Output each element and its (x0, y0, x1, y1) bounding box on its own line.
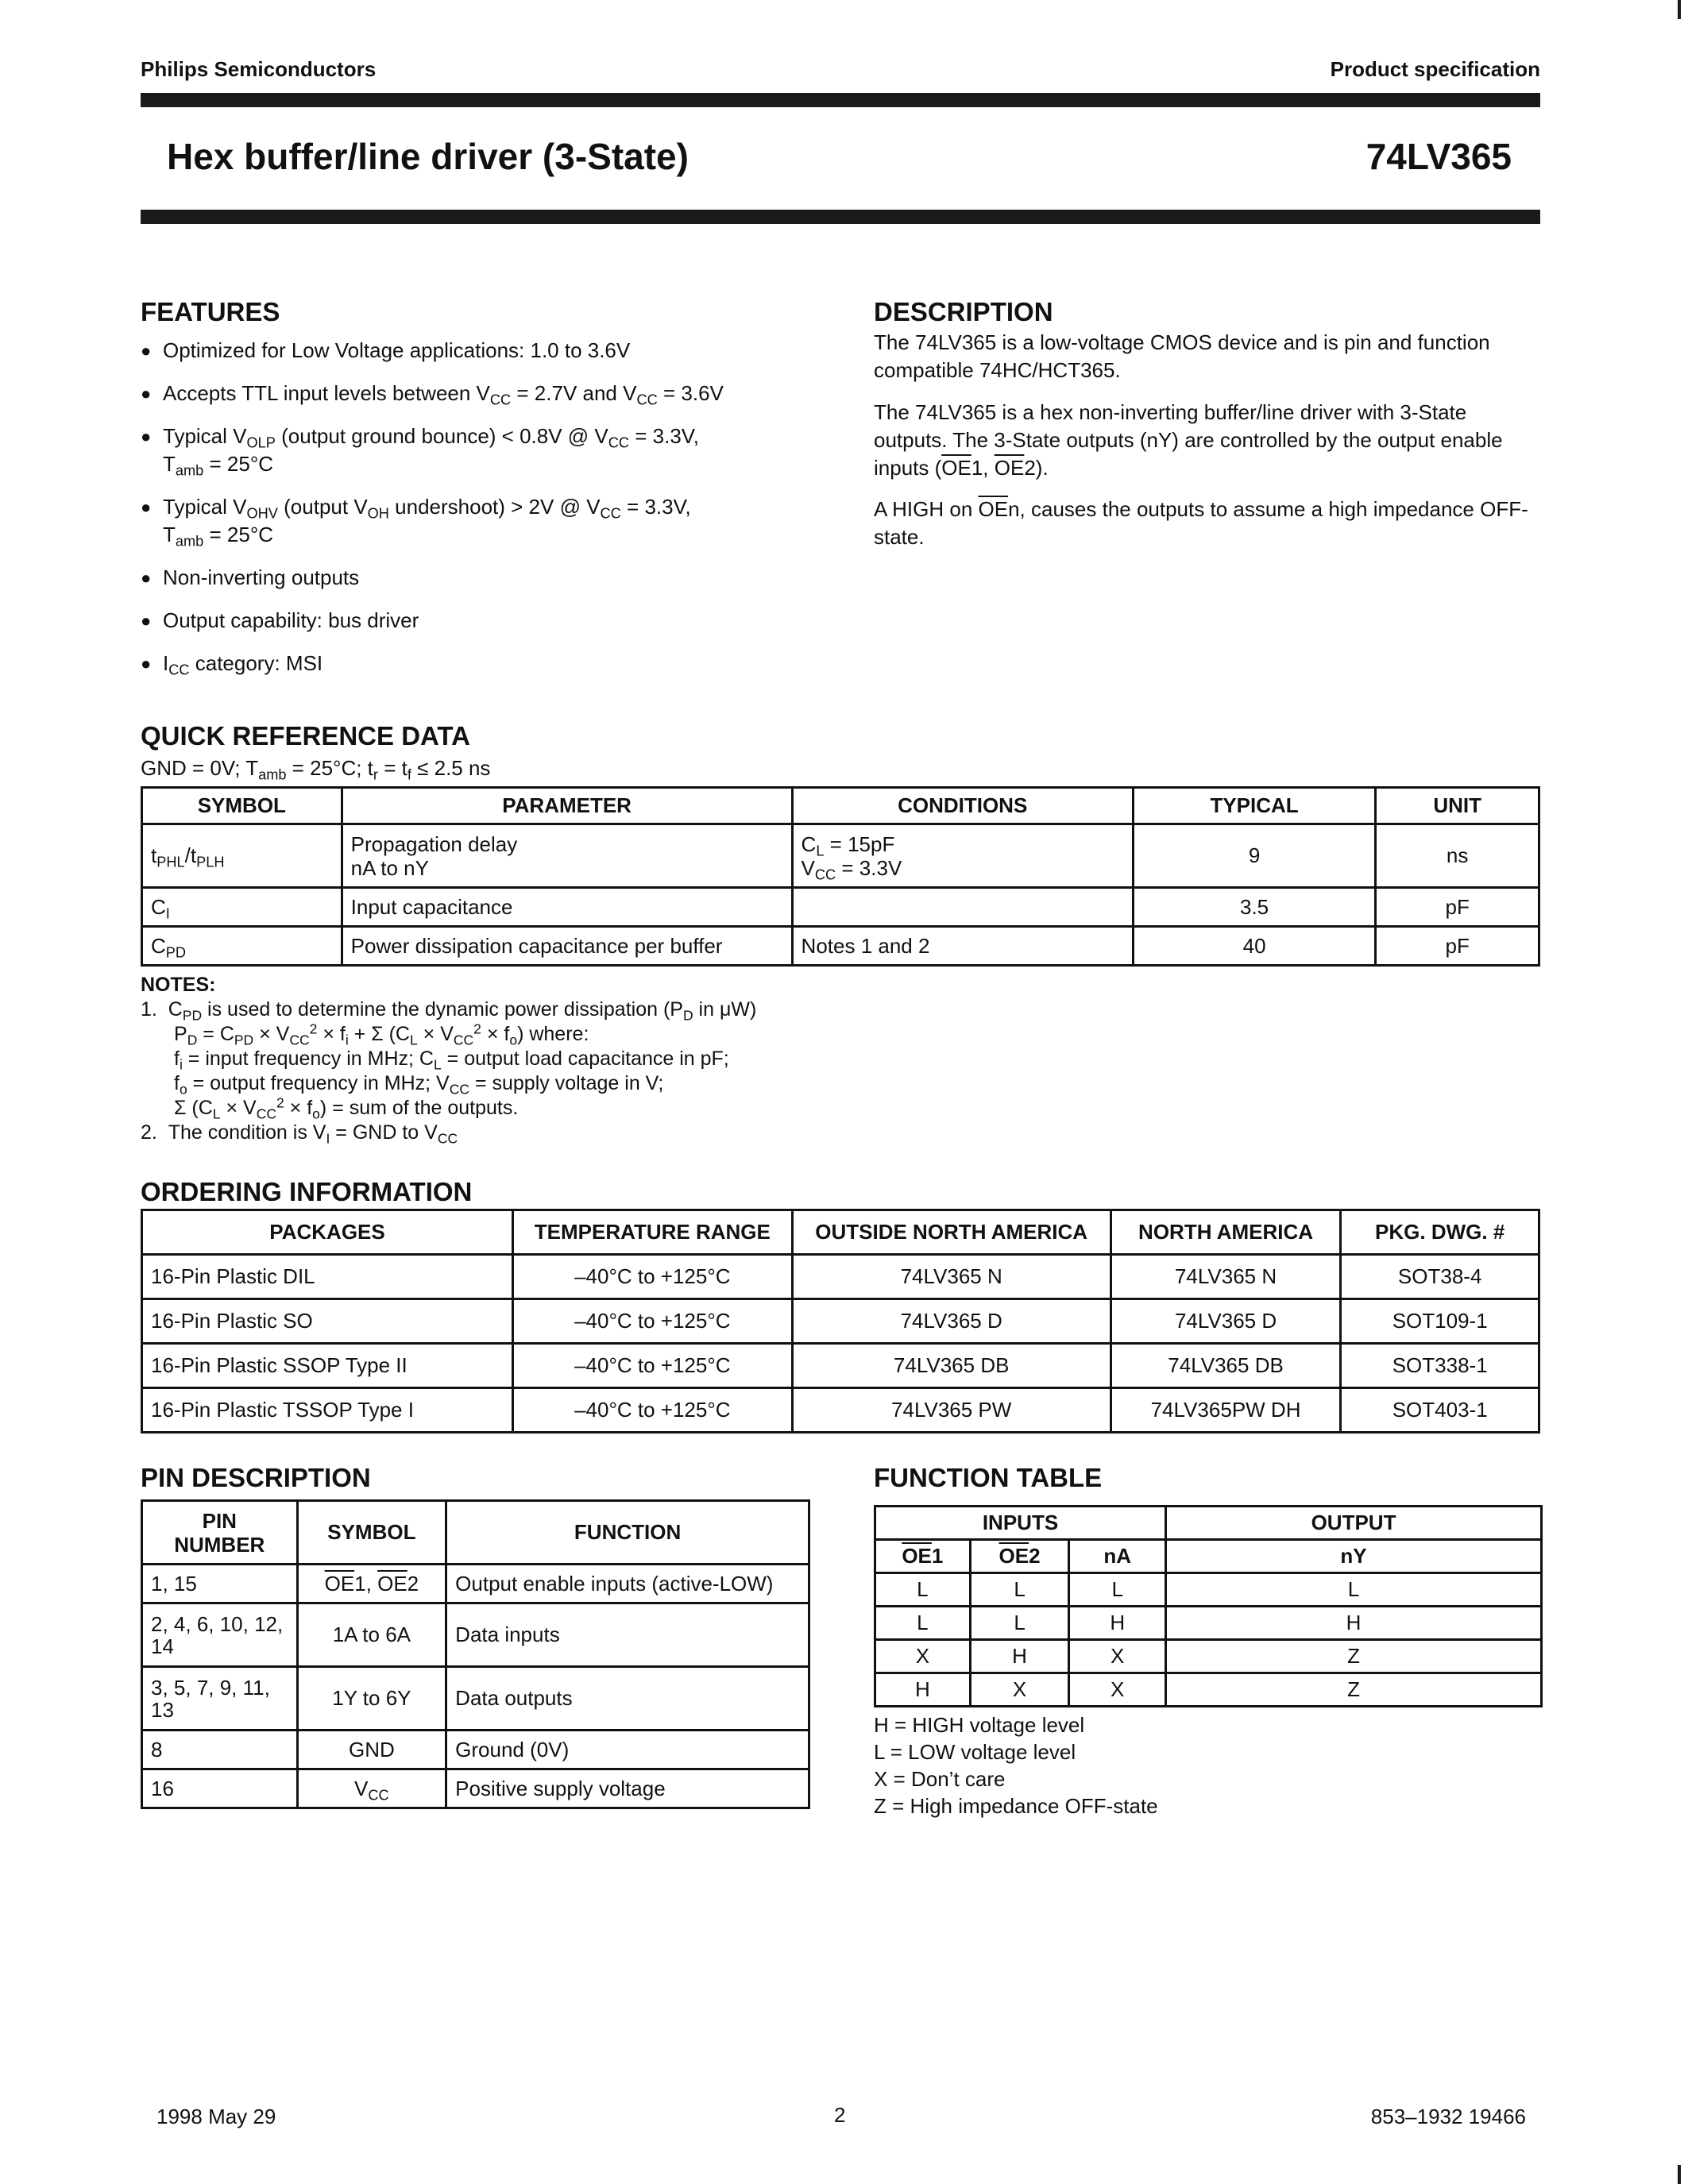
feature-item: ● Output capability: bus driver (141, 607, 792, 635)
ordering-table (141, 1209, 1540, 1433)
table-row (142, 824, 1539, 888)
cell-pin-number: 3, 5, 7, 9, 11, 13 (142, 1667, 298, 1731)
table-row (142, 1565, 809, 1603)
col-header: TYPICAL (1133, 788, 1376, 824)
table-row (142, 1344, 1539, 1388)
cell-symbol: $C_I$ (142, 888, 342, 927)
table-row (875, 1607, 1542, 1640)
header-rule-bottom (141, 210, 1540, 224)
feature-item: ● Non-inverting outputs (141, 564, 792, 592)
col-header: SYMBOL (142, 788, 342, 824)
quick-ref-conditions: GND = 0V; $T_{amb} = 25^\circ C$; $t_r = t_f \le 2.5$ ns (141, 756, 491, 783)
col-header: UNIT (1376, 788, 1539, 824)
table-row (142, 1299, 1539, 1344)
quick-ref-heading: QUICK REFERENCE DATA (141, 721, 470, 751)
cell-oe2: H (970, 1640, 1069, 1673)
note-1: 1. $C_{PD}$ is used to determine the dynamic power dissipation ($P_D$ in μW) (141, 998, 757, 1024)
part-number: 74LV365 (1365, 136, 1512, 177)
col-header: PKG. DWG. # (1341, 1210, 1539, 1255)
col-header: FUNCTION (446, 1501, 809, 1565)
table-row (142, 1255, 1539, 1299)
cell-oe1: L (875, 1607, 971, 1640)
note-1-sum: Σ $(C_L \times V_{CC}^2 \times f_o)$ = sum of the outputs. (174, 1094, 519, 1122)
cell-ny: H (1166, 1607, 1542, 1640)
doc-type: Product specification (1330, 57, 1540, 81)
table-row (142, 1731, 809, 1769)
cell-pin-number: 2, 4, 6, 10, 12, 14 (142, 1603, 298, 1667)
cell-symbol: 1Y to 6Y (297, 1667, 446, 1731)
feature-item: ● $I_{CC}$ category: MSI (141, 650, 792, 677)
cell-ny: Z (1166, 1673, 1542, 1707)
cell-temp-range: –40°C to +125°C (513, 1388, 793, 1433)
footer-page-number: 2 (834, 2103, 846, 2127)
cell-pkg-dwg: SOT38-4 (1341, 1255, 1539, 1299)
feature-item: ● Typical $V_{OLP}$ (output ground bounce) < 0.8V @ $V_{CC} = 3.3V$, $T_{amb} = 25^\circ C$ (141, 423, 792, 478)
cell-function: Data inputs (446, 1603, 809, 1667)
cell-pkg-dwg: SOT109-1 (1341, 1299, 1539, 1344)
cell-na: 74LV365 DB (1111, 1344, 1341, 1388)
cell-ny: Z (1166, 1640, 1542, 1673)
note-2: 2. The condition is $V_I$ = GND to $V_{CC}$ (141, 1121, 458, 1147)
cell-unit: ns (1376, 824, 1539, 888)
group-header-output: OUTPUT (1166, 1507, 1542, 1540)
cell-outside-na: 74LV365 PW (792, 1388, 1111, 1433)
cell-oe2: L (970, 1607, 1069, 1640)
col-header: nY (1166, 1540, 1542, 1573)
cell-na: 74LV365 D (1111, 1299, 1341, 1344)
description-heading: DESCRIPTION (874, 297, 1053, 326)
quick-ref-notes (141, 973, 935, 1145)
description-p1: The 74LV365 is a low-voltage CMOS device and is pin and function compatible 74HC/HCT365. (874, 330, 1490, 382)
table-row (875, 1640, 1542, 1673)
col-header: PIN NUMBER (142, 1501, 298, 1565)
footer-date: 1998 May 29 (156, 2105, 276, 2128)
feature-item: ● Typical $V_{OHV}$ (output $V_{OH}$ undershoot) > 2V @ $V_{CC} = 3.3V$, $T_{amb} = 25^\circ C$ (141, 493, 792, 549)
cell-oe2: L (970, 1573, 1069, 1607)
cell-pkg-dwg: SOT338-1 (1341, 1344, 1539, 1388)
function-table-legend (874, 1711, 1158, 1819)
col-header: PACKAGES (142, 1210, 513, 1255)
legend-item: H = HIGH voltage level (874, 1713, 1085, 1737)
table-row (142, 1667, 809, 1731)
cell-na: X (1069, 1640, 1166, 1673)
cell-unit: pF (1376, 927, 1539, 966)
cell-function: Ground (0V) (446, 1731, 809, 1769)
note-1-fi: $f_i$ = input frequency in MHz; $C_L$ = output load capacitance in pF; (174, 1048, 729, 1073)
cell-na: L (1069, 1573, 1166, 1607)
quick-ref-table (141, 786, 1540, 967)
table-header-row (142, 1501, 809, 1565)
feature-item: ● Accepts TTL input levels between $V_{CC} = 2.7V$ and $V_{CC} = 3.6V$ (141, 380, 792, 407)
features-heading: FEATURES (141, 297, 280, 326)
features-list (141, 337, 792, 693)
description-p2: The 74LV365 is a hex non-inverting buffer/line driver with 3-State outputs. The 3-State outputs (nY) are controlled by the output enable inputs ($\overline{OE}1$, $\overline{OE}2$). (874, 400, 1503, 480)
cell-outside-na: 74LV365 DB (792, 1344, 1111, 1388)
table-row (142, 927, 1539, 966)
pin-desc-table (141, 1499, 810, 1809)
cell-outside-na: 74LV365 D (792, 1299, 1111, 1344)
feature-item: ● Optimized for Low Voltage applications: 1.0 to 3.6V (141, 337, 792, 365)
cell-pin-number: 1, 15 (142, 1565, 298, 1603)
function-table (874, 1505, 1543, 1707)
table-header-row (142, 788, 1539, 824)
cell-package: 16-Pin Plastic SO (142, 1299, 513, 1344)
cell-function: Data outputs (446, 1667, 809, 1731)
table-row (142, 1388, 1539, 1433)
cell-symbol: $V_{CC}$ (297, 1769, 446, 1808)
cell-temp-range: –40°C to +125°C (513, 1299, 793, 1344)
cell-package: 16-Pin Plastic TSSOP Type I (142, 1388, 513, 1433)
table-row (142, 888, 1539, 927)
cell-conditions: Notes 1 and 2 (792, 927, 1133, 966)
cell-function: Positive supply voltage (446, 1769, 809, 1808)
table-header-row (142, 1210, 1539, 1255)
table-header-row (875, 1540, 1542, 1573)
crop-mark-bottom-right (1678, 2165, 1681, 2184)
pin-desc-heading: PIN DESCRIPTION (141, 1463, 371, 1492)
cell-ny: L (1166, 1573, 1542, 1607)
header-rule-top (141, 93, 1540, 107)
legend-item: Z = High impedance OFF-state (874, 1794, 1158, 1818)
legend-item: X = Don’t care (874, 1767, 1006, 1791)
cell-conditions: $C_L = 15pF$ $V_{CC} = 3.3V$ (792, 824, 1133, 888)
cell-symbol: $t_{PHL}/t_{PLH}$ (142, 824, 342, 888)
function-table-heading: FUNCTION TABLE (874, 1463, 1103, 1492)
cell-pin-number: 16 (142, 1769, 298, 1808)
col-header: $\overline{OE}2$ (970, 1540, 1069, 1573)
cell-typical: 40 (1133, 927, 1376, 966)
cell-temp-range: –40°C to +125°C (513, 1344, 793, 1388)
col-header: SYMBOL (297, 1501, 446, 1565)
cell-outside-na: 74LV365 N (792, 1255, 1111, 1299)
cell-na: H (1069, 1607, 1166, 1640)
cell-na: X (1069, 1673, 1166, 1707)
cell-oe1: X (875, 1640, 971, 1673)
cell-oe1: H (875, 1673, 971, 1707)
table-row (875, 1673, 1542, 1707)
cell-symbol: GND (297, 1731, 446, 1769)
description-p3: A HIGH on $\overline{OE}n$, causes the outputs to assume a high impedance OFF-state. (874, 497, 1528, 549)
col-header: OUTSIDE NORTH AMERICA (792, 1210, 1111, 1255)
notes-heading: NOTES: (141, 974, 216, 996)
doc-title: Hex buffer/line driver (3-State) (167, 136, 689, 177)
cell-typical: 3.5 (1133, 888, 1376, 927)
col-header: PARAMETER (342, 788, 792, 824)
cell-function: Output enable inputs (active-LOW) (446, 1565, 809, 1603)
cell-symbol: $\overline{OE}1$, $\overline{OE}2$ (297, 1565, 446, 1603)
table-row (142, 1769, 809, 1808)
legend-item: L = LOW voltage level (874, 1740, 1076, 1764)
cell-pin-number: 8 (142, 1731, 298, 1769)
cell-package: 16-Pin Plastic DIL (142, 1255, 513, 1299)
cell-package: 16-Pin Plastic SSOP Type II (142, 1344, 513, 1388)
footer-doc-code: 853–1932 19466 (1370, 2105, 1526, 2128)
cell-parameter: Input capacitance (342, 888, 792, 927)
table-row (142, 1603, 809, 1667)
crop-mark-top-right (1678, 0, 1681, 19)
table-group-header-row (875, 1507, 1542, 1540)
group-header-inputs: INPUTS (875, 1507, 1166, 1540)
cell-oe1: L (875, 1573, 971, 1607)
col-header: TEMPERATURE RANGE (513, 1210, 793, 1255)
cell-na: 74LV365 N (1111, 1255, 1341, 1299)
cell-symbol: $C_{PD}$ (142, 927, 342, 966)
cell-temp-range: –40°C to +125°C (513, 1255, 793, 1299)
table-row (875, 1573, 1542, 1607)
cell-na: 74LV365PW DH (1111, 1388, 1341, 1433)
note-1-equation: $P_D = C_{PD} \times V_{CC}^2 \times f_i + \Sigma$ $(C_L \times V_{CC}^2 \times f_o)$ where: (174, 1021, 589, 1048)
cell-symbol: 1A to 6A (297, 1603, 446, 1667)
company-name: Philips Semiconductors (141, 57, 377, 81)
ordering-heading: ORDERING INFORMATION (141, 1177, 473, 1206)
col-header: CONDITIONS (792, 788, 1133, 824)
note-1-fo: $f_o$ = output frequency in MHz; $V_{CC}$ = supply voltage in V; (174, 1072, 664, 1098)
cell-typical: 9 (1133, 824, 1376, 888)
cell-parameter: Power dissipation capacitance per buffer (342, 927, 792, 966)
cell-parameter: Propagation delay nA to nY (342, 824, 792, 888)
cell-oe2: X (970, 1673, 1069, 1707)
col-header: NORTH AMERICA (1111, 1210, 1341, 1255)
cell-conditions (792, 888, 1133, 927)
col-header: nA (1069, 1540, 1166, 1573)
col-header: $\overline{OE}1$ (875, 1540, 971, 1573)
cell-unit: pF (1376, 888, 1539, 927)
cell-pkg-dwg: SOT403-1 (1341, 1388, 1539, 1433)
